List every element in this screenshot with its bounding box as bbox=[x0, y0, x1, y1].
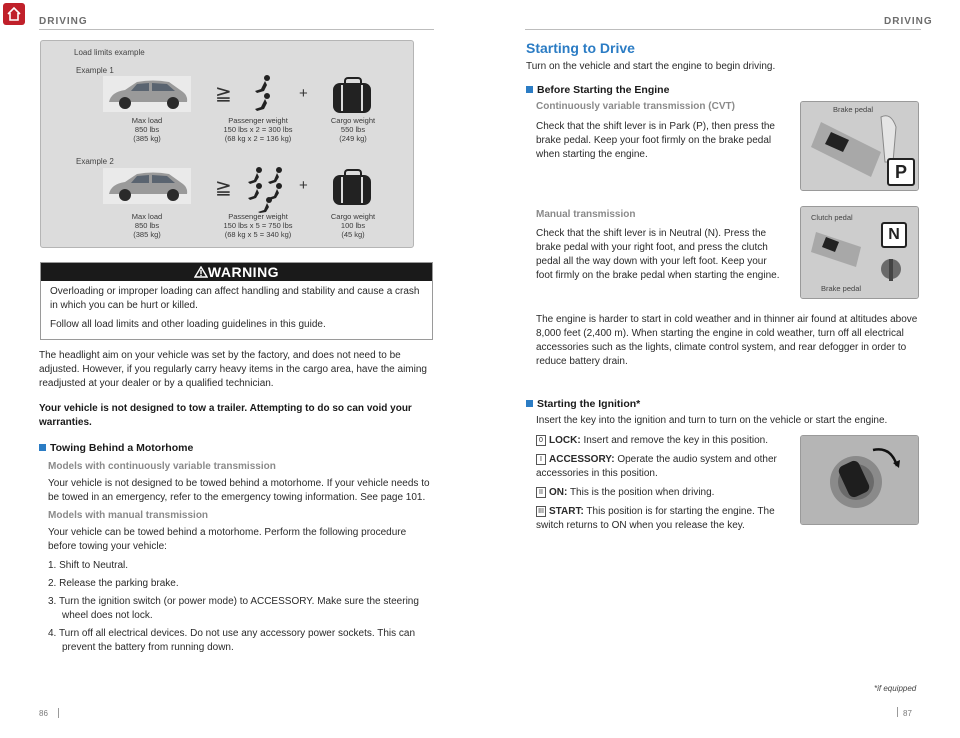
example1-passenger-weight: Passenger weight 150 lbs x 2 = 300 lbs (68 kg x 2 = 136 kg) bbox=[223, 116, 293, 143]
page-divider bbox=[897, 707, 898, 717]
passenger-icon bbox=[251, 75, 279, 111]
cargo-bag-icon bbox=[333, 83, 371, 113]
mt-subheading: Manual transmission bbox=[536, 209, 636, 220]
diagram-title: Load limits example bbox=[74, 48, 145, 57]
brake-pedal-label: Brake pedal bbox=[821, 284, 862, 293]
towing-mt-subheading: Models with manual transmission bbox=[48, 510, 209, 521]
list-item: 1. Shift to Neutral. bbox=[48, 560, 129, 571]
page-title: Starting to Drive bbox=[526, 40, 635, 56]
warning-banner bbox=[41, 263, 432, 281]
headlight-paragraph: The headlight aim on your vehicle was set by the factory, and does not need to be adjusted. However, if you regularly carry heavy items in the cargo area, have the aiming readjusted at your dealer or by a qualified technician. bbox=[39, 350, 427, 389]
warning-text-1: Overloading or improper loading can affect handling and stability and cause a crash in which you can be hurt or killed. bbox=[50, 286, 420, 311]
home-button[interactable] bbox=[3, 3, 25, 25]
footnote: *if equipped bbox=[874, 684, 917, 693]
intro-text: Turn on the vehicle and start the engine to begin driving. bbox=[526, 61, 776, 72]
list-item: III START: This position is for starting the engine. The switch returns to ON when you release the key. bbox=[536, 506, 775, 531]
page-divider bbox=[58, 708, 59, 718]
cold-weather-text: The engine is harder to start in cold weather and in thinner air found at altitudes above 8,000 feet (2,400 m). When starting the engine in cold weather, turn off all electrical accessories such as the lights, climate control system, and rear defogger in order to reduce battery drain. bbox=[536, 314, 918, 367]
right-section-header: DRIVING bbox=[884, 16, 933, 27]
example1-label: Example 1 bbox=[76, 66, 114, 75]
warning-text-2: Follow all load limits and other loading guidelines in this guide. bbox=[50, 319, 326, 330]
neutral-indicator: N bbox=[881, 222, 907, 248]
example2-cargo-weight: Cargo weight 100 lbs (45 kg) bbox=[330, 212, 376, 239]
passengers-icon bbox=[245, 167, 289, 213]
cvt-text: Check that the shift lever is in Park (P), then press the brake pedal. Keep your foot firmly on the brake pedal when starting the engine. bbox=[536, 121, 775, 160]
warning-box bbox=[40, 262, 433, 340]
left-section-header: DRIVING bbox=[39, 16, 88, 27]
page-number-right: 87 bbox=[903, 709, 912, 718]
list-item: II ON: This is the position when driving. bbox=[536, 486, 782, 500]
towing-mt-text: Your vehicle can be towed behind a motorhome. Perform the following procedure before towing your vehicle: bbox=[48, 527, 407, 552]
home-icon bbox=[3, 3, 25, 25]
list-item: 2. Release the parking brake. bbox=[48, 578, 179, 589]
car-icon bbox=[103, 168, 191, 204]
example1-max-load: Max load 850 lbs (385 kg) bbox=[131, 116, 163, 143]
section-bullet-icon bbox=[526, 400, 533, 407]
towing-cvt-subheading: Models with continuously variable transmission bbox=[48, 461, 276, 472]
plus-symbol: + bbox=[299, 177, 308, 194]
geq-symbol: ≧ bbox=[215, 83, 232, 105]
cvt-subheading: Continuously variable transmission (CVT) bbox=[536, 101, 735, 112]
tow-warning: Your vehicle is not designed to tow a trailer. Attempting to do so can void your warranties. bbox=[39, 403, 412, 428]
section-bullet-icon bbox=[526, 86, 533, 93]
geq-symbol: ≧ bbox=[215, 177, 232, 199]
cvt-shifter-image bbox=[800, 101, 919, 191]
brake-pedal-label: Brake pedal bbox=[833, 105, 874, 114]
right-header-rule bbox=[525, 29, 921, 30]
cargo-bag-icon bbox=[333, 175, 371, 205]
ignition-heading: Starting the Ignition* bbox=[526, 398, 640, 410]
mt-text: Check that the shift lever is in Neutral (N). Press the brake pedal with your right foot, and press the clutch pedal all the way down with your left foot. Keep your foot firmly on the brake pedal when starting the engine. bbox=[536, 228, 780, 281]
list-item: 3. Turn the ignition switch (or power mode) to ACCESSORY. Make sure the steering wheel does not lock. bbox=[48, 596, 419, 621]
ignition-intro: Insert the key into the ignition and turn to turn on the vehicle or start the engine. bbox=[536, 415, 888, 426]
example2-passenger-weight: Passenger weight 150 lbs x 5 = 750 lbs (68 kg x 5 = 340 kg) bbox=[223, 212, 293, 239]
left-header-rule bbox=[39, 29, 434, 30]
ignition-image bbox=[800, 435, 919, 525]
section-bullet-icon bbox=[39, 444, 46, 451]
towing-heading: Towing Behind a Motorhome bbox=[39, 442, 193, 454]
mt-shifter-image bbox=[800, 206, 919, 299]
clutch-pedal-label: Clutch pedal bbox=[811, 213, 853, 222]
car-icon bbox=[103, 76, 191, 112]
ignition-positions-list bbox=[536, 434, 782, 533]
list-item: 4. Turn off all electrical devices. Do not use any accessory power sockets. This can prevent the battery from running down. bbox=[48, 628, 416, 653]
example2-max-load: Max load 850 lbs (385 kg) bbox=[131, 212, 163, 239]
warning-triangle-icon bbox=[194, 266, 208, 278]
load-limits-diagram bbox=[40, 40, 414, 248]
page-number-left: 86 bbox=[39, 709, 48, 718]
ignition-key-illustration bbox=[801, 436, 918, 524]
before-start-heading: Before Starting the Engine bbox=[526, 84, 669, 96]
towing-steps-list bbox=[48, 559, 432, 655]
warning-title: WARNING bbox=[207, 264, 280, 280]
list-item: I ACCESSORY: Operate the audio system and other accessories in this position. bbox=[536, 454, 777, 479]
example2-label: Example 2 bbox=[76, 157, 114, 166]
plus-symbol: + bbox=[299, 85, 308, 102]
towing-cvt-text: Your vehicle is not designed to be towed behind a motorhome. If your vehicle needs to be towed in an emergency, refer to the emergency towing information. See page 101. bbox=[48, 478, 430, 503]
example1-cargo-weight: Cargo weight 550 lbs (249 kg) bbox=[330, 116, 376, 143]
park-indicator: P bbox=[887, 158, 915, 186]
list-item: 0 LOCK: Insert and remove the key in this position. bbox=[536, 434, 782, 448]
